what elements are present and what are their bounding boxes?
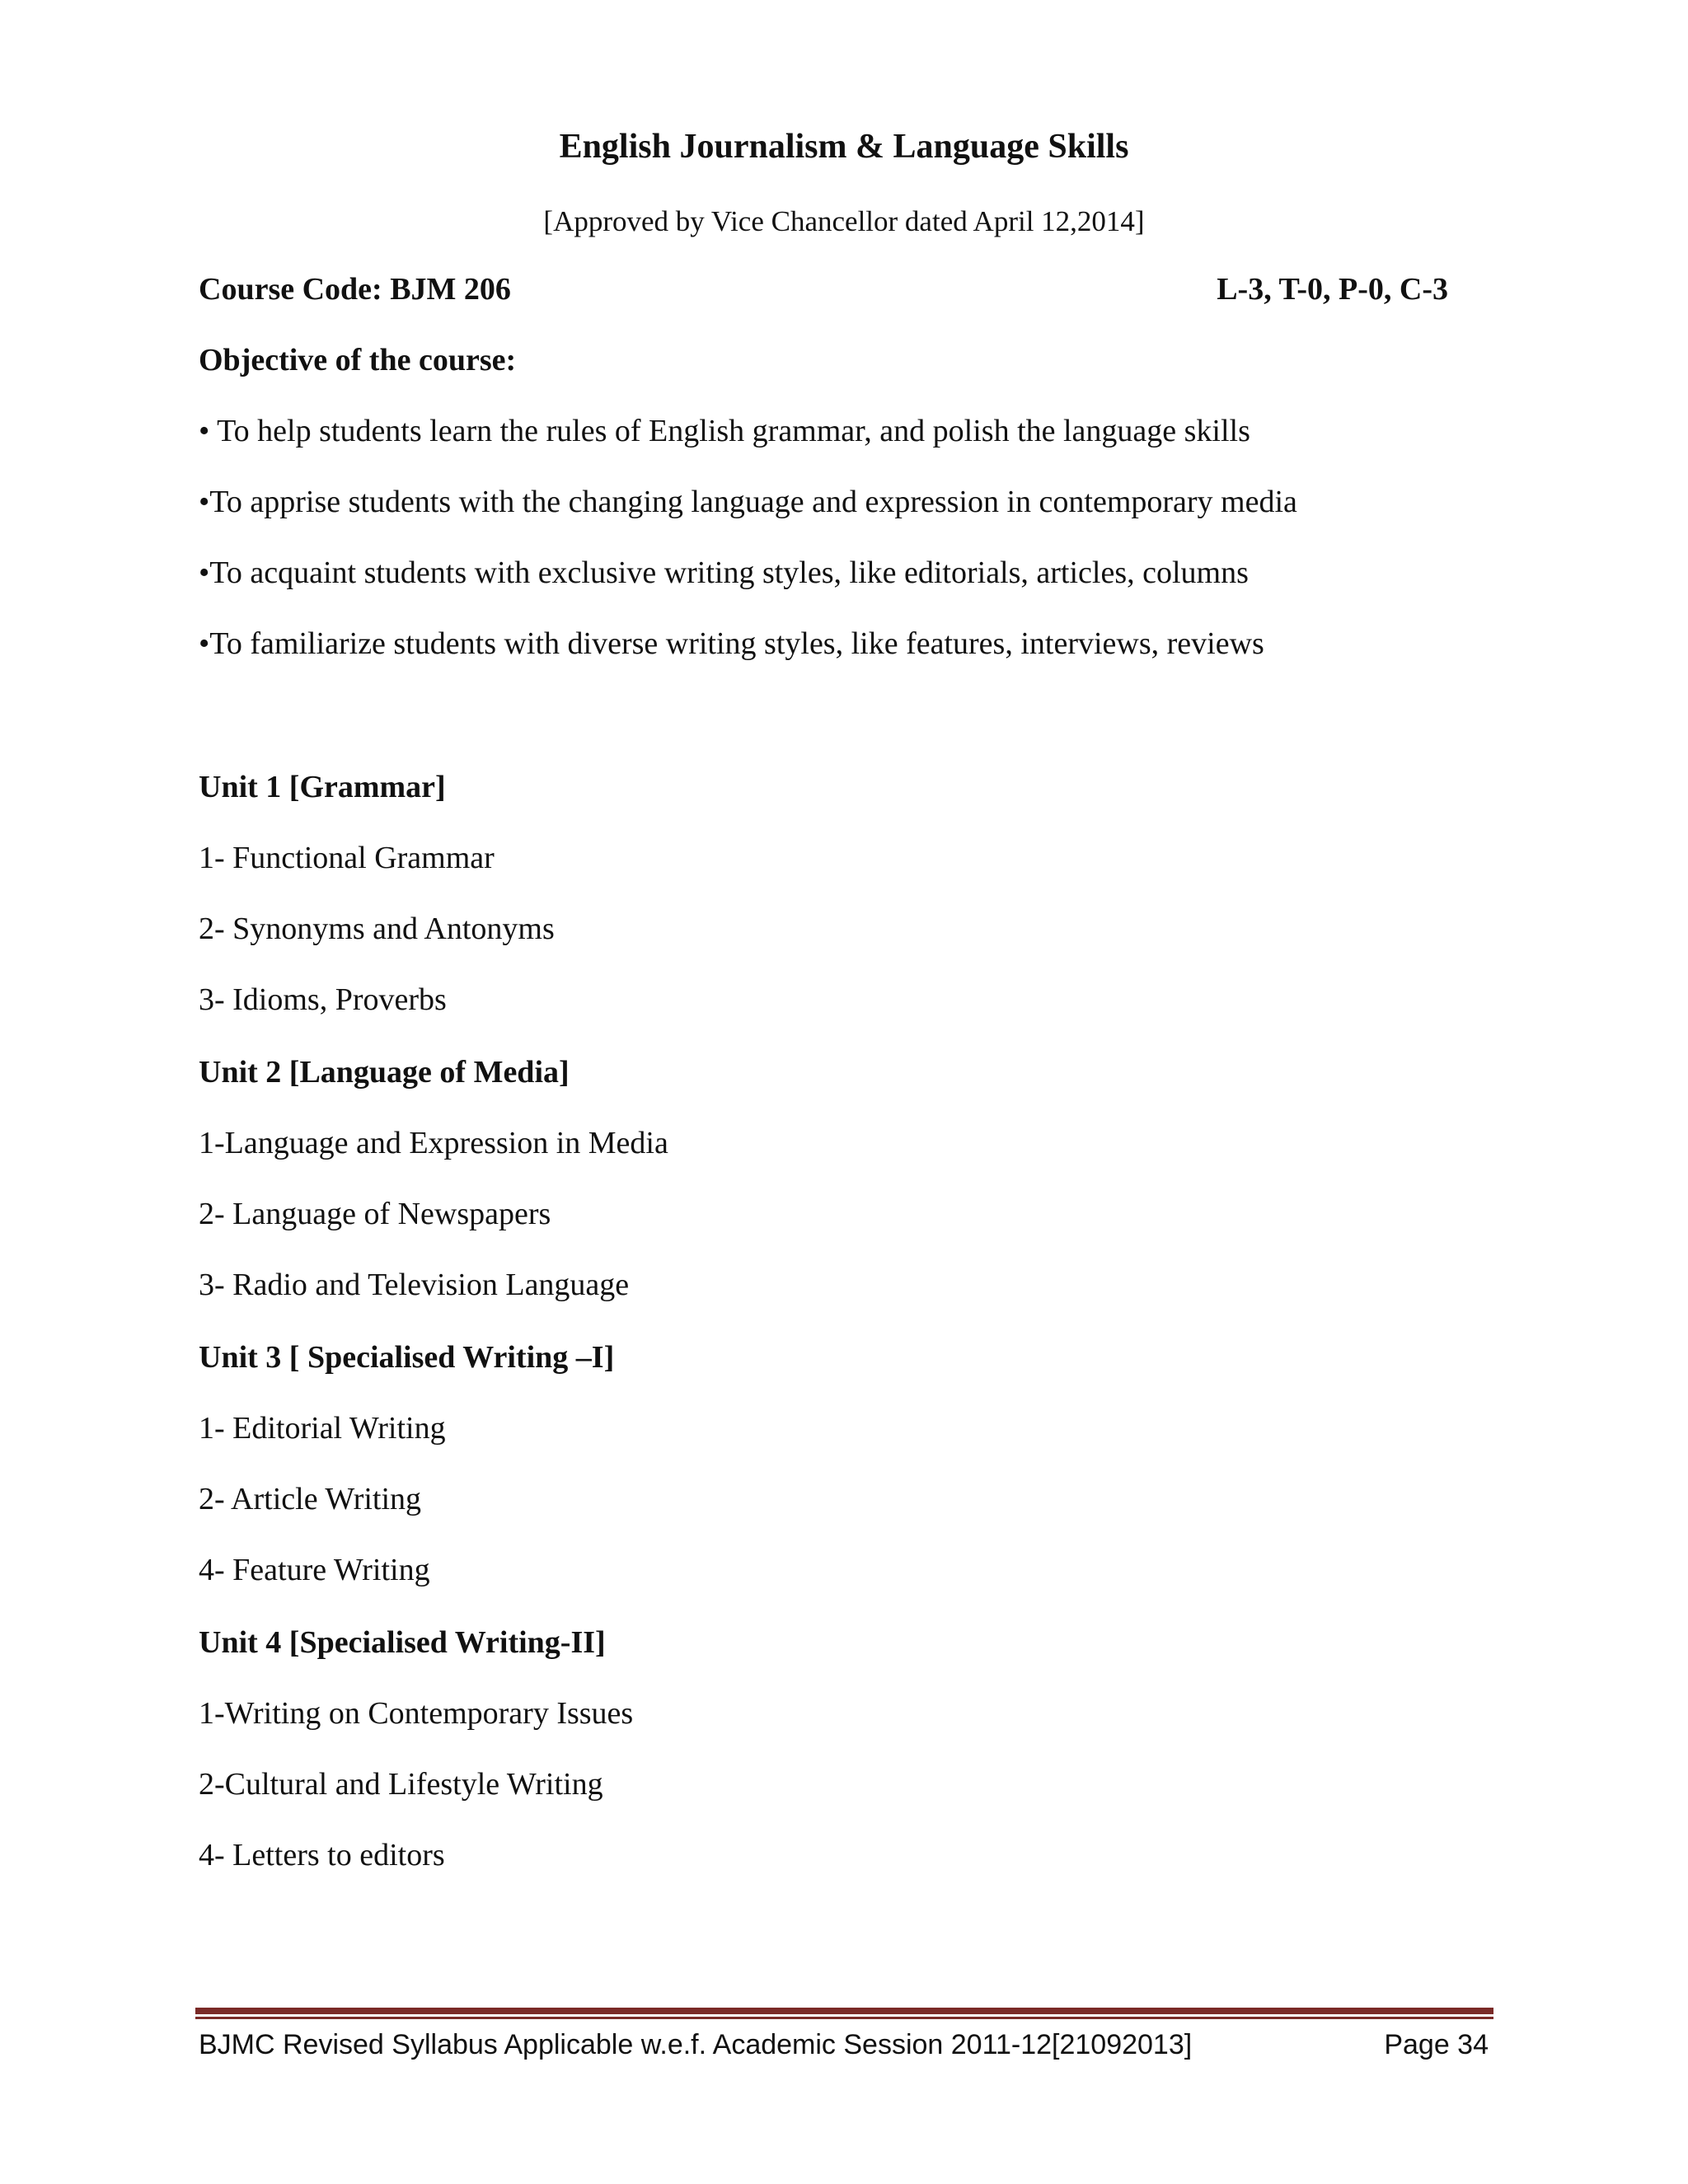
- footer-syllabus-note: BJMC Revised Syllabus Applicable w.e.f. Academic Session 2011-12[21092013]: [199, 2029, 1193, 2060]
- page-footer: [199, 2026, 1489, 2064]
- unit-heading: Unit 2 [Language of Media]: [199, 1055, 570, 1090]
- objective-heading: Objective of the course:: [199, 343, 517, 377]
- course-code: Course Code: BJM 206: [199, 272, 511, 307]
- unit-item: 2-Cultural and Lifestyle Writing: [199, 1767, 603, 1802]
- unit-item: 1- Editorial Writing: [199, 1411, 446, 1446]
- footer-divider: [195, 2008, 1493, 2014]
- approval-note: [Approved by Vice Chancellor dated April 12,2014]: [543, 205, 1145, 237]
- unit-item: 4- Feature Writing: [199, 1553, 430, 1587]
- unit-item: 2- Synonyms and Antonyms: [199, 912, 555, 946]
- unit-item: 3- Radio and Television Language: [199, 1268, 630, 1302]
- unit-item: 4- Letters to editors: [199, 1838, 445, 1872]
- unit-heading: Unit 4 [Specialised Writing-II]: [199, 1625, 606, 1660]
- objective-item: •To familiarize students with diverse writing styles, like features, interviews, reviews: [199, 626, 1264, 661]
- unit-item: 3- Idioms, Proverbs: [199, 982, 447, 1017]
- unit-heading: Unit 1 [Grammar]: [199, 770, 446, 804]
- unit-item: 1-Writing on Contemporary Issues: [199, 1696, 634, 1731]
- course-credits: L-3, T-0, P-0, C-3: [1217, 272, 1448, 307]
- unit-heading: Unit 3 [ Specialised Writing –I]: [199, 1340, 615, 1375]
- objective-item: • To help students learn the rules of English grammar, and polish the language skills: [199, 414, 1250, 448]
- page-number: Page 34: [1384, 2029, 1489, 2060]
- unit-item: 1-Language and Expression in Media: [199, 1126, 668, 1160]
- objective-item: •To apprise students with the changing language and expression in contemporary media: [199, 485, 1297, 519]
- footer-divider-thin: [195, 2017, 1493, 2019]
- unit-item: 2- Article Writing: [199, 1482, 422, 1516]
- unit-item: 1- Functional Grammar: [199, 841, 495, 875]
- objective-item: •To acquaint students with exclusive writing styles, like editorials, articles, columns: [199, 555, 1249, 590]
- course-info-row: [199, 269, 1448, 310]
- page-title: English Journalism & Language Skills: [559, 128, 1129, 166]
- unit-item: 2- Language of Newspapers: [199, 1197, 551, 1231]
